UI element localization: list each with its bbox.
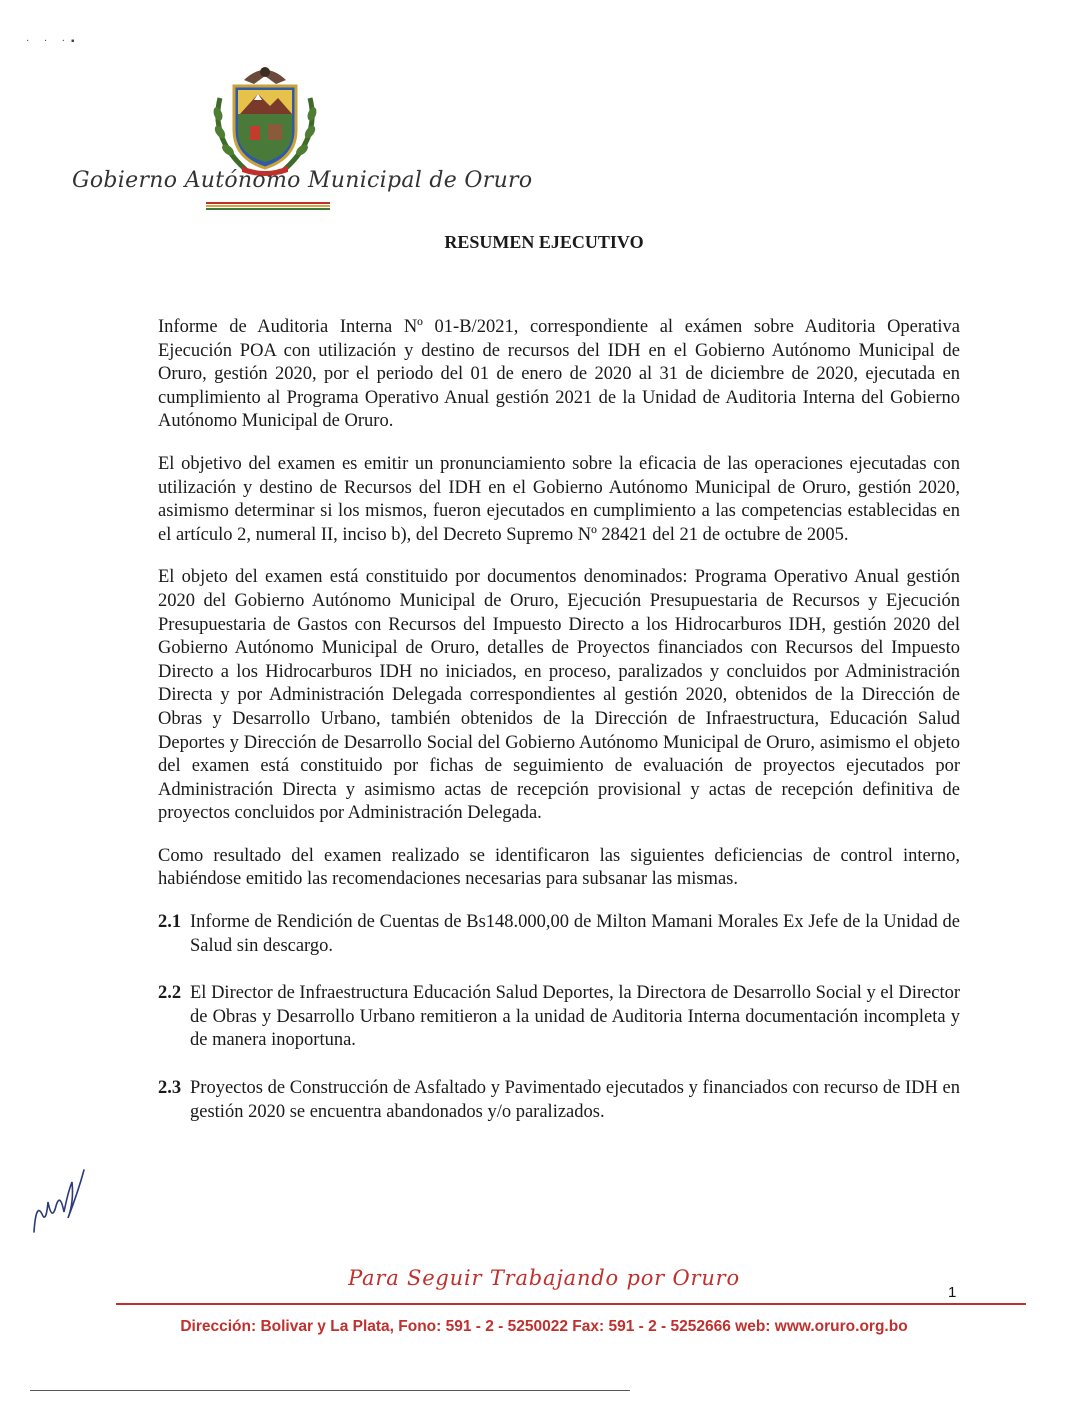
paragraph-report-intro: Informe de Auditoria Interna Nº 01-B/2021, correspondiente al exámen sobre Auditoria Operativa Ejecución POA con utilización y destino de recursos del IDH en el Gobierno Autónomo Municipal de Oruro, gestión 2020, por el periodo del 01 de enero de 2020 al 31 de diciembre de 2020, ejecutada en cumplimiento al Programa Operativo Anual gestión 2021 de la Unidad de Auditoria Interna del Gobierno Autónomo Municipal de Oruro.: [158, 317, 960, 432]
paragraph-scope: El objeto del examen está constituido por documentos denominados: Programa Operativo Anual gestión 2020 del Gobierno Autónomo Municipal de Oruro, Ejecución Presupuestaria de Recursos y Ejecución Presupuestaria de Gastos con Recursos del Impuesto Directo a los Hidrocarburos IDH, gestión 2020 del Gobierno Autónomo Municipal de Oruro, detalles de Proyectos financiados con Recursos del Impuesto Directo a los Hidrocarburos IDH no iniciados, en proceso, paralizados y concluidos por Administración Directa y por Administración Delegada correspondientes al gestión 2020, obtenidos de la Dirección de Obras y Desarrollo Urbano, también obtenidos de la Dirección de Infraestructura, Educación Salud Deportes y Dirección de Desarrollo Social del Gobierno Autónomo Municipal de Oruro, asimismo el objeto del examen está constituido por fichas de seguimiento de evaluación de proyectos ejecutados por Administración Directa y asimismo actas de recepción provisional y actas de recepción definitiva de proyectos concluidos por Administración Delegada.: [158, 567, 960, 824]
finding-text: Proyectos de Construcción de Asfaltado y Pavimentado ejecutados y financiados con recurso de IDH en gestión 2020 se encuentra abandonados y/o paralizados.: [190, 1078, 960, 1122]
finding-item: [158, 911, 960, 958]
footer-address: Dirección: Bolivar y La Plata, Fono: 591 - 2 - 5250022 Fax: 591 - 2 - 5252666 web: www.oruro.org.bo: [180, 1318, 908, 1335]
page-number: 1: [948, 1284, 957, 1301]
footer-divider: [116, 1303, 1026, 1305]
document-title: RESUMEN EJECUTIVO: [444, 232, 644, 252]
finding-number: 2.3: [158, 1078, 182, 1099]
document-body: [158, 316, 960, 1148]
footer-motto: Para Seguir Trabajando por Oruro: [348, 1266, 740, 1290]
finding-number: 2.1: [158, 912, 182, 933]
org-divider: [206, 202, 330, 211]
finding-item: [158, 982, 960, 1053]
handwritten-initials-icon: [28, 1162, 88, 1242]
paragraph-results: Como resultado del examen realizado se identificaron las siguientes deficiencias de control interno, habiéndose emitido las recomendaciones necesarias para subsanar las mismas.: [158, 845, 960, 890]
finding-text: Informe de Rendición de Cuentas de Bs148.000,00 de Milton Mamani Morales Ex Jefe de la Unidad de Salud sin descargo.: [190, 912, 960, 956]
paragraph-objective: El objetivo del examen es emitir un pronunciamiento sobre la eficacia de las operaciones ejecutadas con utilización y destino de Recursos del IDH en el Gobierno Autónomo Municipal de Oruro, gestión 2020, asimismo determinar si los mismos, fueron ejecutados en cumplimiento a las competencias establecidas en el artículo 2, numeral II, inciso b), del Decreto Supremo Nº 28421 del 21 de octubre de 2005.: [158, 453, 960, 545]
scan-artifact: · · ·▪: [26, 36, 81, 47]
page-edge-line: [30, 1390, 630, 1391]
finding-number: 2.2: [158, 983, 182, 1004]
findings-list: [158, 911, 960, 1124]
finding-text: El Director de Infraestructura Educación Salud Deportes, la Directora de Desarrollo Social y el Director de Obras y Desarrollo Urbano remitieron a la unidad de Auditoria Interna documentación incompleta y de manera inoportuna.: [190, 983, 960, 1051]
municipal-crest-icon: [206, 58, 324, 178]
finding-item: [158, 1077, 960, 1124]
org-name: Gobierno Autónomo Municipal de Oruro: [72, 168, 533, 193]
